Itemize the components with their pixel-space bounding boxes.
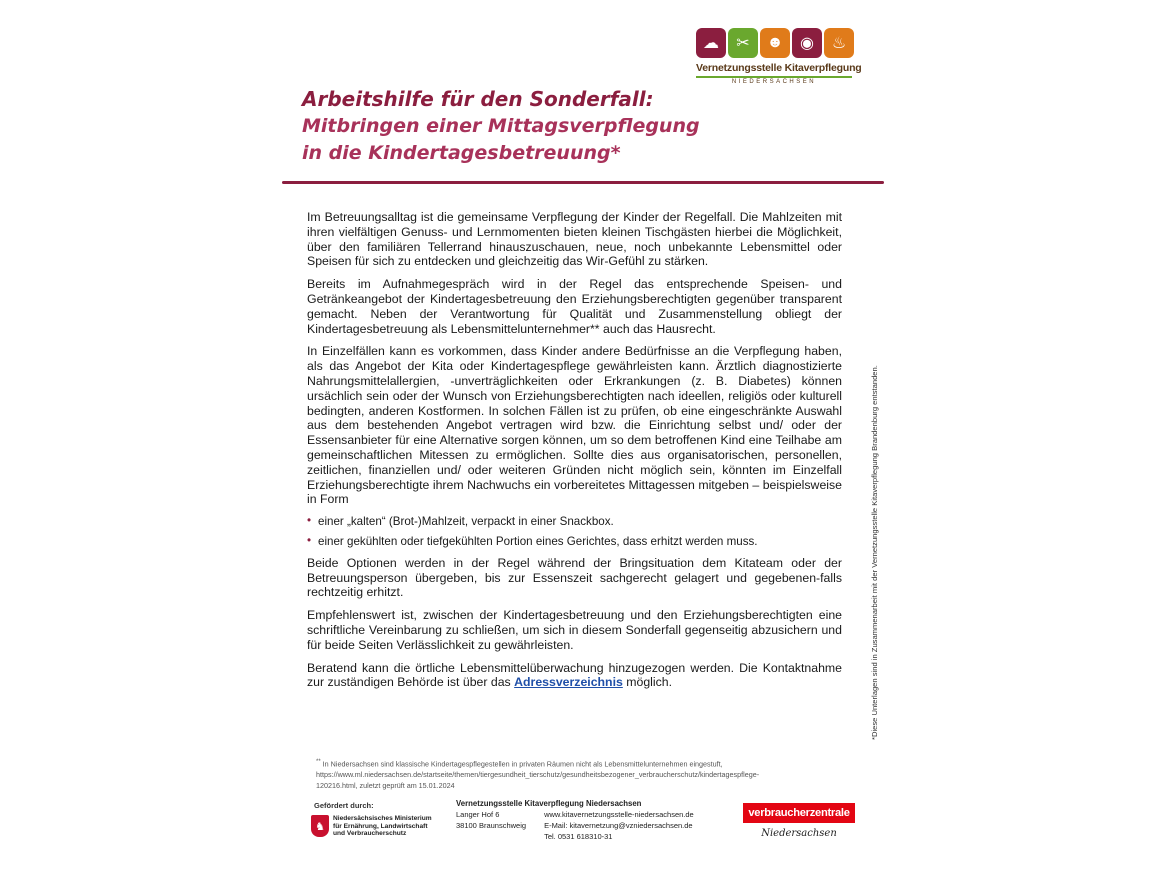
- document-body: [307, 210, 842, 698]
- title-divider: [282, 181, 884, 184]
- list-item: • einer gekühlten oder tiefgekühlten Portion eines Gerichtes, dass erhitzt werden muss.: [307, 533, 758, 548]
- lower-saxony-horse-icon: ♞: [311, 815, 329, 837]
- address-directory-link[interactable]: Adressverzeichnis: [514, 675, 623, 690]
- list-item: • einer „kalten“ (Brot-)Mahlzeit, verpackt in einer Snackbox.: [307, 514, 614, 529]
- options-list: [307, 515, 842, 550]
- people-icon: ☻: [760, 28, 790, 58]
- title-line-3: in die Kindertagesbetreuung*: [302, 142, 621, 164]
- vz-name: verbraucherzentrale: [743, 803, 855, 823]
- paragraph-6: Beratend kann die örtliche Lebensmittelüberwachung hinzugezogen werden. Die Kontaktnahme zur zuständigen Behörde ist über das Adressverzeichnis möglich.: [307, 660, 842, 690]
- speech-bubble-icon: ☁: [696, 28, 726, 58]
- cooking-pot-icon: ♨: [824, 28, 854, 58]
- contact-address: Langer Hof 6 38100 Braunschweig: [456, 810, 527, 830]
- paragraph-3: In Einzelfällen kann es vorkommen, dass Kinder andere Bedürfnisse an die Verpflegung haben, als das Angebot der Kita oder Kindertagespflege gewährleisten kann. Ärztlich diagnostizierte Nahrungsmittelallergien, -unverträglichkeiten oder Erkrankungen (z. B. Diabetes) können ursächlich sein oder der Wunsch von Erziehungsberechtigten nach ideellen, religiös oder kulturell bedingten, anderen Kostformen. In solchen Fällen ist zu prüfen, ob eine eingeschränkte Auswahl aus dem bestehenden Angebot vertragen wird bzw. die Einrichtung selbst und/ oder der Essensanbieter für eine Alternative sorgen können, um so dem betroffenen Kind eine Teilhabe am gemeinschaftlichen Mitessen zu ermöglichen. Sollte dies aus organisatorischen, personellen, zeitlichen, finanziellen und/ oder weiteren Gründen nicht möglich sein, könnten im Einzelfall Erziehungsberechtigte ihrem Nachwuchs ein vorbereitetes Mittagessen mitgeben – beispielsweise in Form: [307, 344, 842, 507]
- paragraph-5: Empfehlenswert ist, zwischen der Kindertagesbetreuung und den Erziehungsberechtigten eine schriftliche Vereinbarung zu schließen, um sich in diesem Sonderfall gegenseitig abzusichern und für beide Seiten Verlässlichkeit zu gewährleisten.: [307, 608, 842, 652]
- side-note: *Diese Unterlagen sind in Zusammenarbeit mit der Vernetzungsstelle Kitaverpflegung Brandenburg entstanden.: [870, 365, 879, 740]
- footnote: ** In Niedersachsen sind klassische Kindertagespflegestellen in privaten Räumen nicht als Lebensmittelunternehmen eingestuft, https://www.ml.niedersachsen.de/startseite/themen/tiergesundheit_tierschutz/gesundheitsbezogener_verbraucherschutz/kindertagespflege- 120216.html, zuletzt geprüft am 15.01.2024: [316, 759, 760, 791]
- cutlery-icon: ✂: [728, 28, 758, 58]
- title-line-1: Arbeitshilfe für den Sonderfall:: [302, 87, 654, 111]
- funded-by-label: Gefördert durch:: [314, 801, 374, 810]
- logo-region: NIEDERSACHSEN: [696, 76, 852, 85]
- logo-name: Vernetzungsstelle Kitaverpflegung: [696, 62, 862, 74]
- title-line-2: Mitbringen einer Mittagsverpflegung: [302, 115, 700, 137]
- bullet-icon: •: [307, 533, 312, 547]
- vernetzungsstelle-logo: [696, 28, 862, 90]
- plate-icon: ◉: [792, 28, 822, 58]
- vz-region: Niedersachsen: [761, 828, 837, 839]
- ministry-logo: ♞ Niedersächsisches Ministerium für Ernährung, Landwirtschaft und Verbraucherschutz: [311, 815, 432, 838]
- paragraph-2: Bereits im Aufnahmegespräch wird in der Regel das entsprechende Speisen- und Getränkeangebot der Kindertagesbetreuung den Erziehungsberechtigten gegenüber transparent gemacht. Neben der Verantwortung für Qualität und Zusammenstellung obliegt der Kindertagesbetreuung als Lebensmittelunternehmer** auch das Hausrecht.: [307, 277, 842, 336]
- document-title: [302, 86, 700, 167]
- contact-org: Vernetzungsstelle Kitaverpflegung Niedersachsen: [456, 799, 642, 808]
- contact-block: [456, 798, 694, 842]
- paragraph-4: Beide Optionen werden in der Regel während der Bringsituation dem Kitateam oder der Betreuungsperson übergeben, bis zur Essenszeit sachgerecht gelagert und gegebenen-falls rechtzeitig erhitzt.: [307, 555, 842, 600]
- verbraucherzentrale-logo: [743, 803, 855, 839]
- bullet-icon: •: [307, 514, 312, 528]
- logo-tiles: [696, 28, 854, 58]
- paragraph-1: Im Betreuungsalltag ist die gemeinsame Verpflegung der Kinder der Regelfall. Die Mahlzeiten mit ihren vielfältigen Genuss- und Lernmomenten bieten kleinen Tischgästen hierbei die Möglichkeit, über den familiären Tellerrand hinauszuschauen, neue, noch unbekannte Lebensmittel oder Speisen für sich zu entdecken und gleichzeitig das Wir-Gefühl zu stärken.: [307, 210, 842, 269]
- contact-details: www.kitavernetzungsstelle-niedersachsen.de E-Mail: kitavernetzung@vzniedersachsen.de Tel. 0531 618310-31: [544, 810, 694, 841]
